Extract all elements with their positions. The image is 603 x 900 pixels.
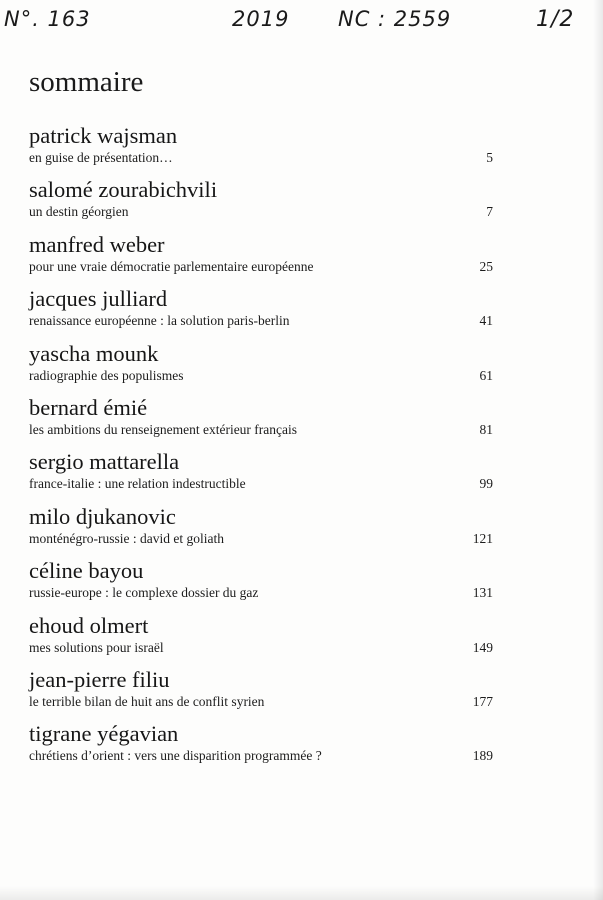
handwritten-nc-code: NC : 2559: [338, 7, 452, 31]
toc-entry-author: manfred weber: [29, 231, 165, 257]
toc-entry-subtitle: france-italie : une relation indestructible: [29, 476, 246, 492]
toc-entry-author: tigrane yégavian: [29, 721, 179, 747]
toc-entry-row: [29, 258, 493, 276]
toc-entry-author: jean-pierre filiu: [29, 666, 170, 692]
toc-entry-row: [29, 747, 493, 765]
toc-entry-row: [29, 149, 493, 167]
toc-entry-row: [29, 475, 493, 493]
handwritten-annotations: [0, 3, 603, 39]
toc-entry-author: salomé zourabichvili: [29, 177, 218, 203]
handwritten-fraction: 1/2: [536, 7, 575, 32]
toc-entry-author: sergio mattarella: [29, 449, 180, 475]
toc-entry-author: ehoud olmert: [29, 612, 149, 638]
toc-entry-page-number: 41: [479, 313, 493, 329]
toc-entry-page-number: 81: [479, 421, 493, 437]
toc-entry[interactable]: [29, 558, 493, 612]
table-of-contents: [29, 123, 493, 776]
toc-entry[interactable]: [29, 177, 493, 231]
toc-entry[interactable]: [29, 341, 493, 395]
page-edge-shadow: [593, 0, 603, 900]
toc-entry-row: [29, 421, 493, 439]
toc-entry-page-number: 121: [472, 530, 493, 546]
toc-entry-author: jacques julliard: [29, 286, 168, 312]
toc-entry-subtitle: radiographie des populismes: [29, 367, 184, 383]
toc-entry-row: [29, 693, 493, 711]
toc-entry[interactable]: [29, 395, 493, 449]
toc-entry-subtitle: monténégro-russie : david et goliath: [29, 530, 224, 546]
toc-entry-page-number: 177: [472, 693, 493, 709]
toc-entry-subtitle: les ambitions du renseignement extérieur français: [29, 421, 298, 437]
toc-entry-subtitle: chrétiens d’orient : vers une disparition programmée ?: [29, 748, 322, 764]
toc-entry[interactable]: [29, 232, 493, 286]
toc-entry[interactable]: [29, 286, 493, 340]
page-title: sommaire: [29, 66, 144, 98]
toc-entry-row: [29, 312, 493, 330]
toc-entry-author: bernard émié: [29, 394, 148, 420]
toc-entry-page-number: 61: [479, 367, 493, 383]
toc-entry-page-number: 189: [472, 748, 493, 764]
toc-entry-subtitle: russie-europe : le complexe dossier du gaz: [29, 585, 259, 601]
toc-entry-page-number: 5: [486, 150, 493, 165]
toc-entry-row: [29, 639, 493, 657]
toc-entry-subtitle: renaissance européenne : la solution paris-berlin: [29, 313, 290, 329]
page-bottom-shadow: [0, 886, 603, 900]
toc-entry-page-number: 99: [479, 476, 493, 492]
toc-entry[interactable]: [29, 667, 493, 721]
toc-entry-page-number: 7: [486, 204, 493, 220]
toc-entry[interactable]: [29, 123, 493, 177]
toc-entry-page-number: 131: [472, 585, 493, 601]
toc-entry-subtitle: pour une vraie démocratie parlementaire européenne: [29, 258, 314, 274]
toc-entry-row: [29, 203, 493, 221]
toc-entry-page-number: 149: [472, 639, 493, 655]
toc-entry[interactable]: [29, 613, 493, 667]
toc-entry-author: milo djukanovic: [29, 503, 176, 529]
toc-entry-row: [29, 584, 493, 602]
handwritten-issue-number: N°. 163: [4, 7, 91, 31]
toc-entry[interactable]: [29, 449, 493, 503]
toc-entry-subtitle: le terrible bilan de huit ans de conflit syrien: [29, 693, 265, 709]
handwritten-year: 2019: [232, 7, 290, 31]
toc-entry-subtitle: mes solutions pour israël: [29, 639, 164, 655]
toc-entry-author: céline bayou: [29, 558, 144, 584]
toc-entry-subtitle: un destin géorgien: [29, 204, 129, 220]
toc-entry[interactable]: [29, 721, 493, 775]
toc-entry-author: yascha mounk: [29, 340, 159, 366]
toc-entry[interactable]: [29, 504, 493, 558]
toc-entry-author: patrick wajsman: [29, 123, 178, 148]
toc-entry-page-number: 25: [479, 258, 493, 274]
toc-entry-subtitle: en guise de présentation…: [29, 150, 173, 165]
toc-entry-row: [29, 530, 493, 548]
toc-entry-row: [29, 367, 493, 385]
